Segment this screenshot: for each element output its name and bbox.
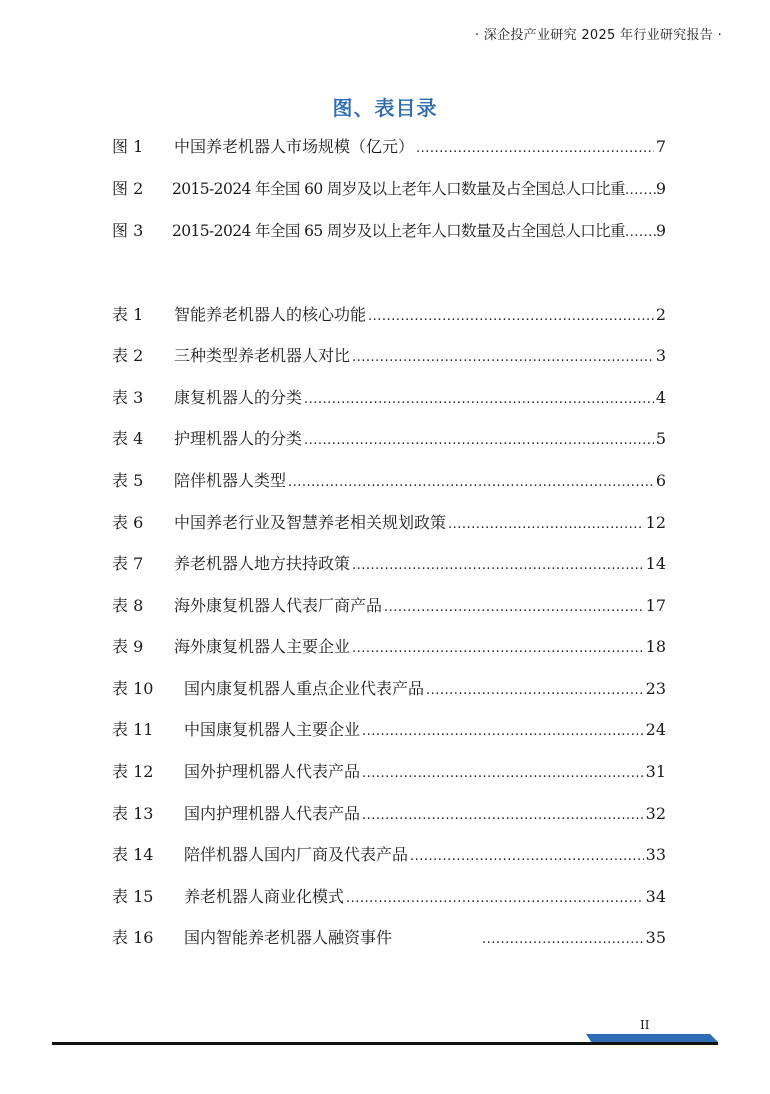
- dot-leader: [304, 430, 654, 452]
- entry-number: 表 15: [112, 887, 154, 906]
- entry-page: 4: [655, 388, 666, 407]
- entry-label: 智能养老机器人的核心功能: [174, 305, 367, 324]
- toc-entry-figure-2[interactable]: [112, 178, 666, 200]
- entry-number: 表 3: [112, 388, 144, 407]
- page-number: II: [640, 1018, 650, 1032]
- entry-page: 9: [655, 221, 666, 240]
- entry-page: 35: [645, 928, 666, 947]
- entry-number: 表 2: [112, 346, 144, 365]
- footer-rule: [52, 1042, 718, 1045]
- entry-page: 2: [655, 305, 666, 324]
- entry-page: 6: [655, 471, 666, 490]
- toc-entry-table-16[interactable]: [112, 927, 666, 949]
- toc-entry-table-4[interactable]: [112, 428, 666, 450]
- entry-label: 三种类型养老机器人对比: [174, 346, 351, 365]
- entry-number: 表 13: [112, 804, 154, 823]
- toc-entry-table-14[interactable]: [112, 844, 666, 866]
- entry-number: 图 2: [112, 179, 144, 198]
- entry-label: 养老机器人商业化模式: [184, 887, 345, 906]
- entry-number: 表 16: [112, 928, 154, 947]
- toc-entry-table-12[interactable]: [112, 761, 666, 783]
- dot-leader: [410, 846, 644, 868]
- entry-number: 表 5: [112, 471, 144, 490]
- toc-entry-figure-3[interactable]: [112, 220, 666, 242]
- entry-label: 国内护理机器人代表产品: [184, 804, 361, 823]
- entry-page: 7: [655, 137, 666, 156]
- dot-leader: [625, 180, 656, 202]
- entry-number: 表 11: [112, 720, 154, 739]
- entry-number: 表 4: [112, 429, 144, 448]
- entry-page: 23: [645, 679, 666, 698]
- entry-page: 34: [645, 887, 666, 906]
- entry-label: 国内康复机器人重点企业代表产品: [184, 679, 425, 698]
- dot-leader: [625, 222, 656, 244]
- toc-entry-table-10[interactable]: [112, 678, 666, 700]
- dot-leader: [352, 347, 654, 369]
- entry-label: 中国养老机器人市场规模（亿元）: [174, 137, 415, 156]
- toc-entry-table-11[interactable]: [112, 719, 666, 741]
- entry-number: 表 6: [112, 513, 144, 532]
- entry-label: 康复机器人的分类: [174, 388, 303, 407]
- entry-page: 12: [645, 513, 666, 532]
- page-title: 图、表目录: [332, 96, 438, 120]
- entry-number: 表 8: [112, 596, 144, 615]
- entry-page: 3: [655, 346, 666, 365]
- entry-label: 国外护理机器人代表产品: [184, 762, 361, 781]
- dot-leader: [426, 680, 644, 702]
- dot-leader: [384, 597, 644, 619]
- dot-leader: [304, 389, 654, 411]
- toc-entry-table-7[interactable]: [112, 553, 666, 575]
- entry-number: 表 7: [112, 554, 144, 573]
- entry-page: 14: [645, 554, 666, 573]
- entry-page: 24: [645, 720, 666, 739]
- dot-leader: [362, 763, 644, 785]
- entry-number: 表 12: [112, 762, 154, 781]
- entry-label: 2015-2024 年全国 60 周岁及以上老年人口数量及占全国总人口比重: [172, 180, 625, 198]
- entry-label: 海外康复机器人主要企业: [174, 637, 351, 656]
- entry-label: 海外康复机器人代表厂商产品: [174, 596, 383, 615]
- entry-label: 2015-2024 年全国 65 周岁及以上老年人口数量及占全国总人口比重: [172, 222, 625, 240]
- entry-label: 国内智能养老机器人融资事件: [184, 928, 393, 947]
- dot-leader: [482, 929, 644, 951]
- dot-leader: [288, 472, 654, 494]
- entry-number: 表 14: [112, 845, 154, 864]
- entry-label: 养老机器人地方扶持政策: [174, 554, 351, 573]
- dot-leader: [362, 721, 644, 743]
- dot-leader: [416, 138, 654, 160]
- entry-label: 陪伴机器人国内厂商及代表产品: [184, 845, 409, 864]
- entry-number: 表 10: [112, 679, 154, 698]
- dot-leader: [368, 306, 654, 328]
- entry-page: 33: [645, 845, 666, 864]
- entry-page: 5: [655, 429, 666, 448]
- toc-entry-table-3[interactable]: [112, 387, 666, 409]
- entry-page: 32: [645, 804, 666, 823]
- entry-label: 中国养老行业及智慧养老相关规划政策: [174, 513, 447, 532]
- entry-page: 31: [645, 762, 666, 781]
- dot-leader: [352, 638, 644, 660]
- dot-leader: [448, 514, 644, 536]
- footer-accent-bar: [586, 1034, 718, 1042]
- toc-entry-table-1[interactable]: [112, 304, 666, 326]
- toc-entry-table-9[interactable]: [112, 636, 666, 658]
- report-header: · 深企投产业研究 2025 年行业研究报告 ·: [474, 28, 722, 43]
- entry-label: 陪伴机器人类型: [174, 471, 287, 490]
- entry-number: 表 1: [112, 305, 144, 324]
- dot-leader: [362, 805, 644, 827]
- entry-number: 图 1: [112, 137, 144, 156]
- entry-page: 9: [655, 179, 666, 198]
- toc-entry-table-13[interactable]: [112, 803, 666, 825]
- dot-leader: [346, 888, 644, 910]
- toc-entry-figure-1[interactable]: [112, 136, 666, 158]
- entry-number: 图 3: [112, 221, 144, 240]
- toc-entry-table-15[interactable]: [112, 886, 666, 908]
- toc-entry-table-6[interactable]: [112, 512, 666, 534]
- toc-entry-table-8[interactable]: [112, 595, 666, 617]
- toc-entry-table-2[interactable]: [112, 345, 666, 367]
- entry-label: 护理机器人的分类: [174, 429, 303, 448]
- entry-label: 中国康复机器人主要企业: [184, 720, 361, 739]
- entry-page: 18: [645, 637, 666, 656]
- entry-page: 17: [645, 596, 666, 615]
- toc-entry-table-5[interactable]: [112, 470, 666, 492]
- entry-number: 表 9: [112, 637, 144, 656]
- dot-leader: [352, 555, 644, 577]
